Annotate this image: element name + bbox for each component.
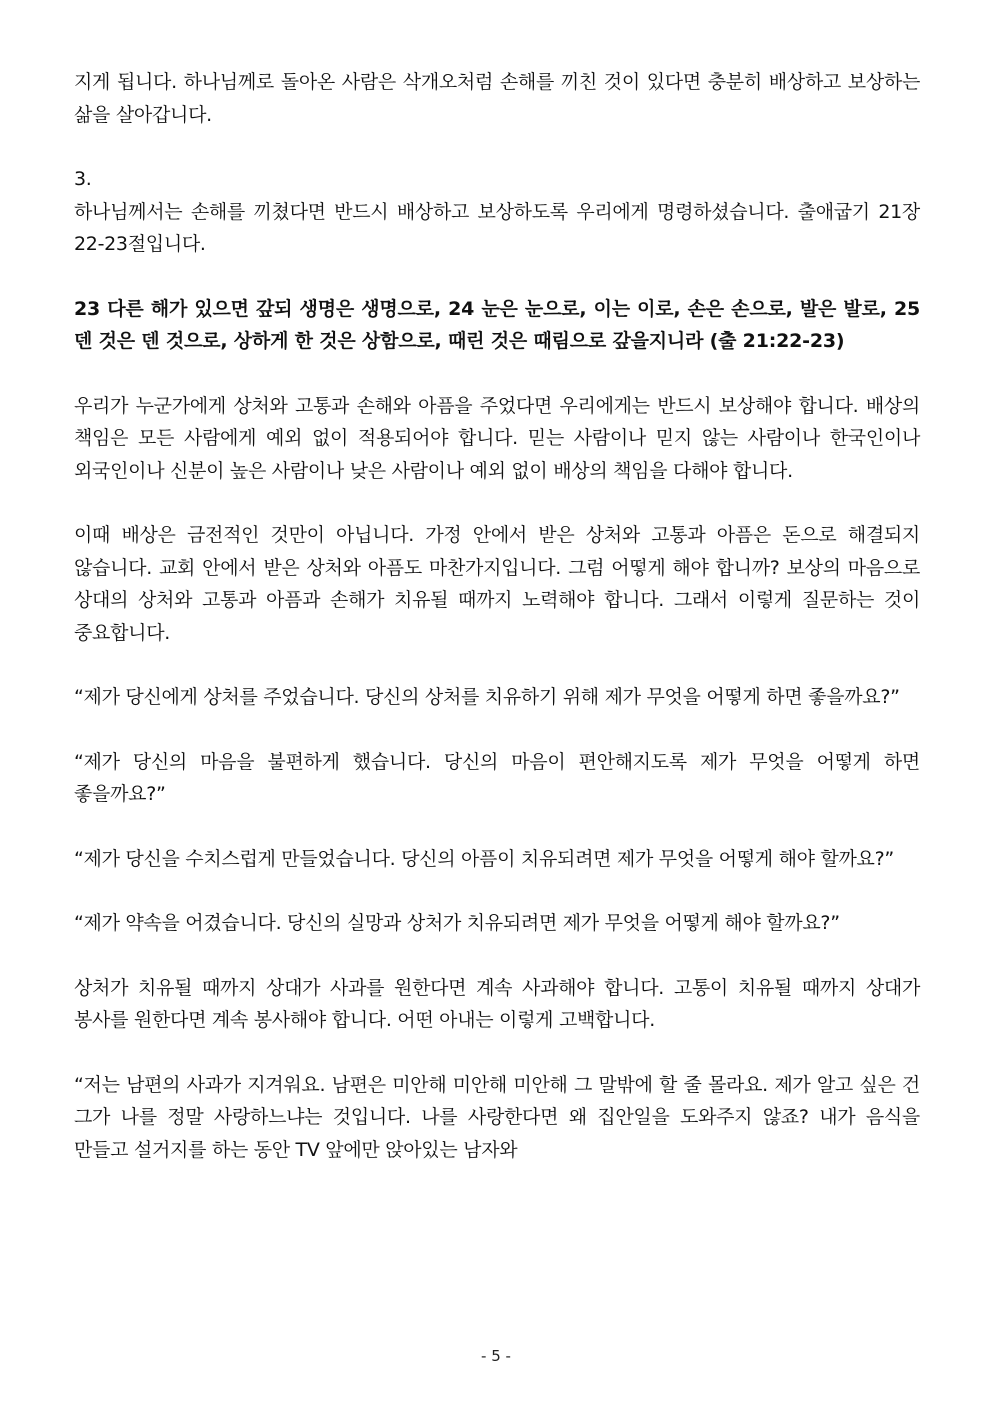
paragraph-compensation: 이때 배상은 금전적인 것만이 아닙니다. 가정 안에서 받은 상처와 고통과 아픔은 돈으로 해결되지 않습니다. 교회 안에서 받은 상처와 아픔도 마찬가지입니다. 그럼 어떻게 해야 합니까? 보상의 마음으로 상대의 상처와 고통과 아픔과 손해가 치유될 때까지 노력해야 합니다. 그래서 이렇게 질문하는 것이 중요합니다. (74, 524, 920, 644)
question-uncomfortable: “제가 당신의 마음을 불편하게 했습니다. 당신의 마음이 편안해지도록 제가 무엇을 어떻게 하면 좋을까요?” (74, 750, 920, 805)
paragraph-apology: 상처가 치유될 때까지 상대가 사과를 원한다면 계속 사과해야 합니다. 고통이 치유될 때까지 상대가 봉사를 원한다면 계속 봉사해야 합니다. 어떤 아내는 이렇게 고백합니다. (74, 976, 920, 1031)
question-promise: “제가 약속을 어겼습니다. 당신의 실망과 상처가 치유되려면 제가 무엇을 어떻게 해야 할까요?” (74, 912, 840, 934)
paragraph-intro: 지게 됩니다. 하나님께로 돌아온 사람은 삭개오처럼 손해를 끼친 것이 있다면 충분히 배상하고 보상하는 삶을 살아갑니다. (74, 71, 920, 126)
question-hurt: “제가 당신에게 상처를 주었습니다. 당신의 상처를 치유하기 위해 제가 무엇을 어떻게 하면 좋을까요?” (74, 686, 900, 708)
quote-wife: “저는 남편의 사과가 지겨워요. 남편은 미안해 미안해 미안해 그 말밖에 할 줄 몰라요. 제가 알고 싶은 건 그가 나를 정말 사랑하느냐는 것입니다. 나를 사랑한다면 왜 집안일을 도와주지 않죠? 내가 음식을 만들고 설거지를 하는 동안 TV 앞에만 앉아있는 남자와 (74, 1073, 920, 1161)
question-shame: “제가 당신을 수치스럽게 만들었습니다. 당신의 아픔이 치유되려면 제가 무엇을 어떻게 해야 할까요?” (74, 847, 894, 870)
paragraph-responsibility: 우리가 누군가에게 상처와 고통과 손해와 아픔을 주었다면 우리에게는 반드시 보상해야 합니다. 배상의 책임은 모든 사람에게 예외 없이 적용되어야 합니다. 믿는 사람이나 믿지 않는 사람이나 한국인이나 외국인이나 신분이 높은 사람이나 낮은 사람이나 예외 없이 배상의 책임을 다해야 합니다. (74, 394, 920, 482)
paragraph-command: 하나님께서는 손해를 끼쳤다면 반드시 배상하고 보상하도록 우리에게 명령하셨습니다. 출애굽기 21장 22-23절입니다. (74, 200, 920, 255)
scripture-quote: 23 다른 해가 있으면 갚되 생명은 생명으로, 24 눈은 눈으로, 이는 이로, 손은 손으로, 발은 발로, 25 덴 것은 덴 것으로, 상하게 한 것은 상함으로, 때린 것은 때림으로 갚을지니라 (출 21:22-23) (74, 297, 920, 352)
page-number: - 5 - (481, 1347, 511, 1365)
section-number: 3. (74, 168, 92, 190)
document-body (74, 66, 920, 1166)
